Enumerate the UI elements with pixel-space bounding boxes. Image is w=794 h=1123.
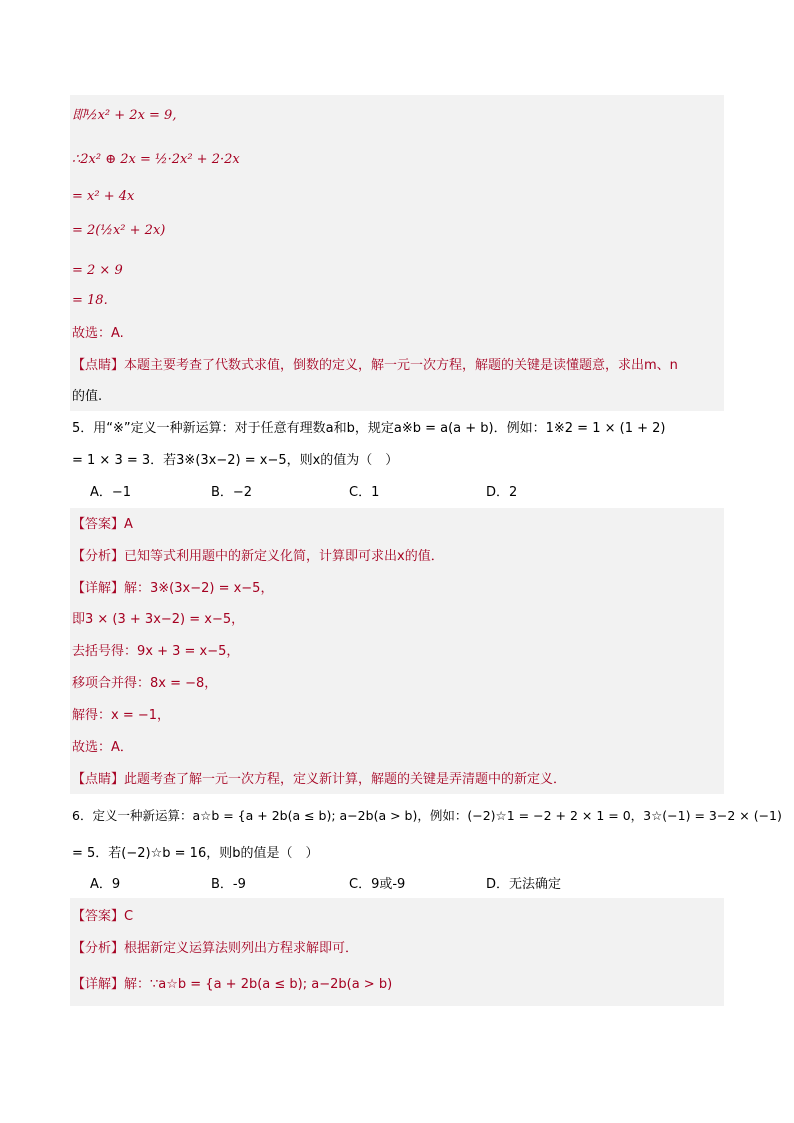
sol4-line-5: = 2 × 9 (72, 263, 123, 278)
sol4-comment-cont: 的值. (72, 389, 103, 404)
q6-analysis: 【分析】根据新定义运算法则列出方程求解即可． (72, 941, 359, 956)
q5-option-b: B．−2 (211, 485, 253, 500)
q6-option-c: C．9或-9 (349, 877, 406, 892)
q5-stem-line-1: 5．用“※”定义一种新运算：对于任意有理数a和b，规定a※b = a(a + b)．例如：1※2 = 1 × (1 + 2) (72, 421, 666, 436)
q6-detail: 【详解】解：∵a☆b = {a + 2b(a ≤ b); a−2b(a > b) (72, 977, 393, 992)
sol4-line-4: = 2(½x² + 2x) (72, 223, 166, 238)
q6-answer: 【答案】C (72, 909, 134, 924)
q5-detail-6: 故选：A． (72, 740, 133, 755)
sol4-line-1: 即½x² + 2x = 9, (72, 108, 177, 123)
q5-stem-line-2: = 1 × 3 = 3．若3※(3x−2) = x−5，则x的值为（ ） (72, 453, 399, 468)
sol4-line-6: = 18. (72, 293, 108, 308)
q6-stem-line-1: 6．定义一种新运算：a☆b = {a + 2b(a ≤ b); a−2b(a > b)，例如：(−2)☆1 = −2 + 2 × 1 = 0，3☆(−1) = 3−2 × (−1) (72, 808, 782, 823)
q5-option-a: A．−1 (90, 485, 132, 500)
sol4-comment: 【点睛】本题主要考查了代数式求值，倒数的定义，解一元一次方程，解题的关键是读懂题意，求出m、n (72, 358, 678, 373)
sol4-line-3: = x² + 4x (72, 189, 135, 204)
q5-detail-1: 【详解】解：3※(3x−2) = x−5， (72, 581, 274, 596)
sol4-line-2: ∴2x² ⊕ 2x = ½·2x² + 2·2x (72, 152, 240, 167)
q5-detail-3: 去括号得：9x + 3 = x−5， (72, 644, 240, 659)
q5-detail-5: 解得：x = −1， (72, 708, 171, 723)
q5-option-d: D．2 (486, 485, 518, 500)
sol4-line-7: 故选：A. (72, 326, 124, 341)
q5-detail-2: 即3 × (3 + 3x−2) = x−5， (72, 612, 245, 627)
q5-option-c: C．1 (349, 485, 380, 500)
q6-option-d: D．无法确定 (486, 877, 562, 892)
q6-option-b: B．-9 (211, 877, 246, 892)
q5-detail-4: 移项合并得：8x = −8， (72, 676, 218, 691)
q5-comment: 【点睛】此题考查了解一元一次方程，定义新计算，解题的关键是弄清题中的新定义． (72, 772, 567, 787)
q6-option-a: A．9 (90, 877, 121, 892)
q5-analysis: 【分析】已知等式利用题中的新定义化简，计算即可求出x的值． (72, 549, 444, 564)
q6-stem-line-2: = 5．若(−2)☆b = 16，则b的值是（ ） (72, 846, 319, 861)
q5-answer: 【答案】A (72, 517, 133, 532)
